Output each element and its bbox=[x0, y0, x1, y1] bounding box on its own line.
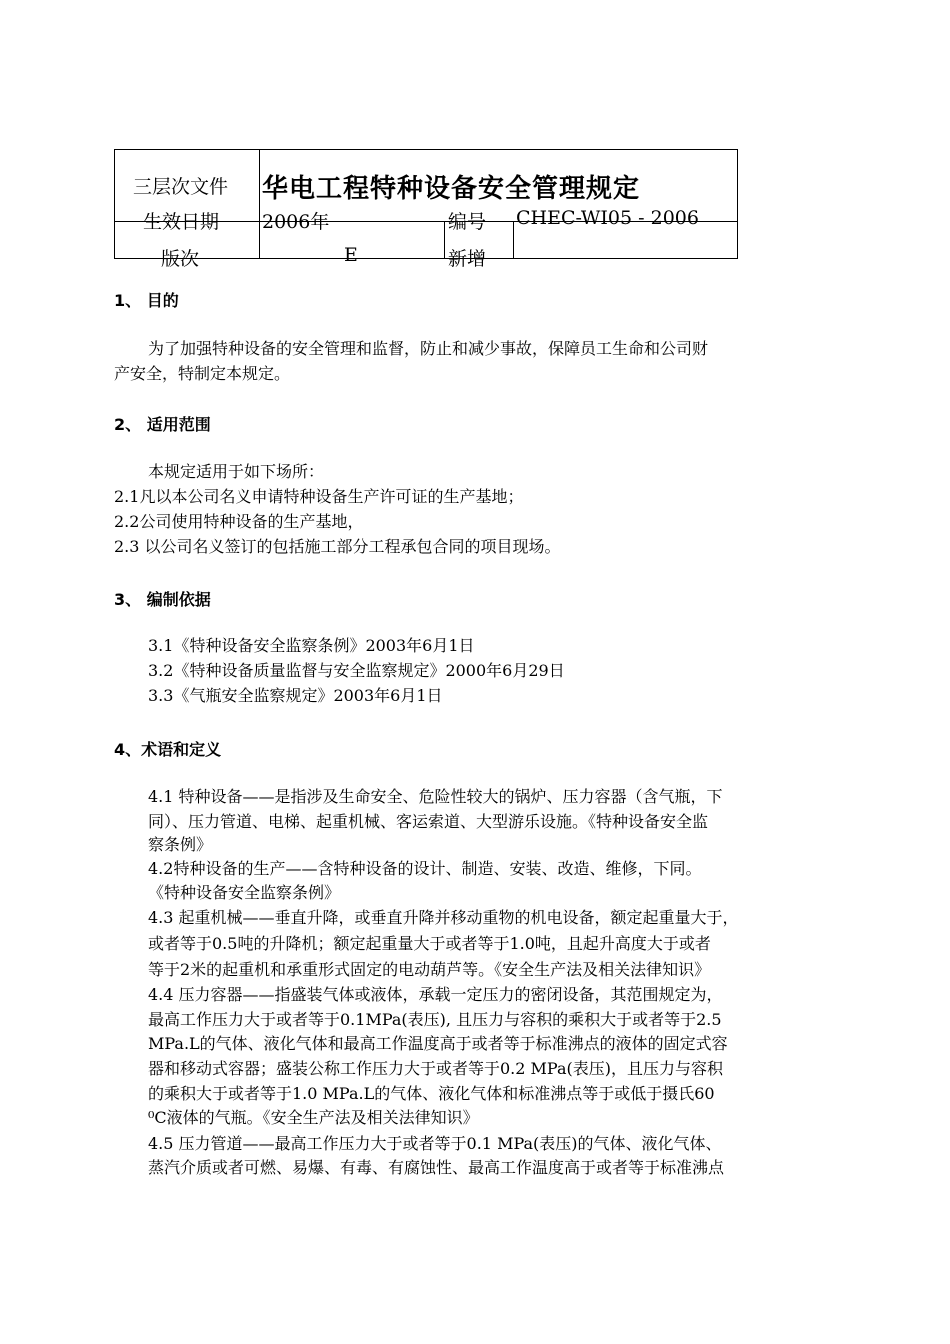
paragraph-line: 的乘积大于或者等于1.0 MPa.L的气体、液化气体和标准沸点等于或低于摄氏60 bbox=[148, 1084, 715, 1103]
header-status-label-cell bbox=[445, 222, 513, 270]
paragraph-line: 器和移动式容器；盛装公称工作压力大于或者等于0.2 MPa(表压)，且压力与容积 bbox=[148, 1059, 723, 1078]
section-heading: 4、术语和定义 bbox=[114, 740, 222, 759]
paragraph-line: 最高工作压力大于或者等于0.1MPa(表压), 且压力与容积的乘积大于或者等于2.5 bbox=[148, 1010, 722, 1029]
paragraph-line: MPa.L的气体、液化气体和最高工作温度高于或者等于标准沸点的液体的固定式容 bbox=[148, 1034, 728, 1053]
header-version-label: 版次 bbox=[161, 248, 200, 270]
paragraph-line: 4.1 特种设备——是指涉及生命安全、危险性较大的锅炉、压力容器（含气瓶，下 bbox=[148, 787, 723, 806]
header-title-cell bbox=[260, 150, 737, 204]
document-title: 华电工程特种设备安全管理规定 bbox=[262, 174, 641, 204]
header-version-cell bbox=[260, 222, 444, 266]
paragraph-line: 2.2公司使用特种设备的生产基地， bbox=[114, 512, 364, 531]
paragraph-line: 3.2《特种设备质量监督与安全监察规定》2000年6月29日 bbox=[148, 661, 565, 680]
section-heading: 1、 目的 bbox=[114, 291, 179, 310]
section-heading: 2、 适用范围 bbox=[114, 415, 211, 434]
paragraph-line: 察条例》 bbox=[148, 835, 213, 854]
header-code-label-cell bbox=[445, 191, 513, 233]
header-effective-date-cell bbox=[260, 191, 444, 233]
header-code-label: 编号 bbox=[448, 211, 487, 233]
paragraph-line: 2.1凡以本公司名义申请特种设备生产许可证的生产基地； bbox=[114, 487, 524, 506]
header-version: E bbox=[344, 244, 358, 266]
paragraph-line: 3.1《特种设备安全监察条例》2003年6月1日 bbox=[148, 636, 475, 655]
paragraph-line: ⁰C液体的气瓶。《安全生产法及相关法律知识》 bbox=[148, 1108, 479, 1127]
paragraph-line: 产安全，特制定本规定。 bbox=[114, 364, 291, 383]
paragraph-line: 3.3《气瓶安全监察规定》2003年6月1日 bbox=[148, 686, 443, 705]
paragraph-line: 4.3 起重机械——垂直升降，或垂直升降并移动重物的机电设备，额定起重量大于， bbox=[148, 908, 739, 927]
paragraph-line: 等于2米的起重机和承重形式固定的电动葫芦等。《安全生产法及相关法律知识》 bbox=[148, 960, 711, 979]
header-code-cell bbox=[514, 191, 737, 229]
header-doc-level: 三层次文件 bbox=[133, 176, 229, 198]
header-effective-label-cell bbox=[115, 191, 259, 233]
paragraph-line: 同）、压力管道、电梯、起重机械、客运索道、大型游乐设施。《特种设备安全监 bbox=[148, 812, 709, 831]
paragraph-line: 本规定适用于如下场所： bbox=[148, 462, 325, 481]
header-doc-level-cell bbox=[115, 150, 259, 198]
header-version-label-cell bbox=[115, 222, 259, 270]
paragraph-line: 4.4 压力容器——指盛装气体或液体，承载一定压力的密闭设备，其范围规定为， bbox=[148, 985, 723, 1004]
header-code: CHEC-WI05 - 2006 bbox=[516, 207, 699, 229]
paragraph-line: 为了加强特种设备的安全管理和监督，防止和减少事故，保障员工生命和公司财 bbox=[148, 339, 709, 358]
paragraph-line: 或者等于0.5吨的升降机；额定起重量大于或者等于1.0吨，且起升高度大于或者 bbox=[148, 934, 711, 953]
header-status-label: 新增 bbox=[448, 248, 487, 270]
header-effective-label: 生效日期 bbox=[143, 211, 220, 233]
header-effective-date: 2006年 bbox=[262, 211, 330, 233]
paragraph-line: 《特种设备安全监察条例》 bbox=[148, 883, 341, 902]
paragraph-line: 4.5 压力管道——最高工作压力大于或者等于0.1 MPa(表压)的气体、液化气体、 bbox=[148, 1134, 722, 1153]
paragraph-line: 2.3 以公司名义签订的包括施工部分工程承包合同的项目现场。 bbox=[114, 537, 561, 556]
paragraph-line: 4.2特种设备的生产——含特种设备的设计、制造、安装、改造、维修，下同。 bbox=[148, 859, 702, 878]
paragraph-line: 蒸汽介质或者可燃、易爆、有毒、有腐蚀性、最高工作温度高于或者等于标准沸点 bbox=[148, 1158, 725, 1177]
section-heading: 3、 编制依据 bbox=[114, 590, 211, 609]
header-table bbox=[114, 149, 738, 270]
